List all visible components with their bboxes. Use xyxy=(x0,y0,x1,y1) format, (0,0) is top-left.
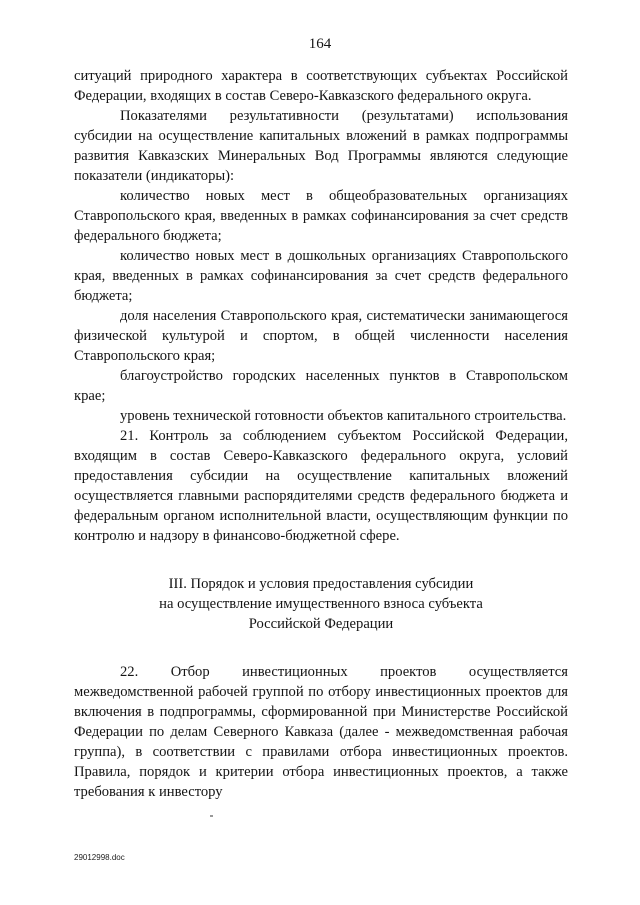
footer-filename: 29012998.doc xyxy=(74,853,125,862)
section-heading xyxy=(74,574,568,634)
section-heading-line-3: Российской Федерации xyxy=(248,616,394,632)
page-number: 164 xyxy=(308,36,332,52)
paragraph-continuation: ситуаций природного характера в соответствующих субъектах Российской Федерации, входящих в состав Северо-Кавказского федерального округа. xyxy=(74,68,568,104)
section-heading-line-2: на осуществление имущественного взноса субъекта xyxy=(159,596,483,612)
paragraph-22: 22. Отбор инвестиционных проектов осуществляется межведомственной рабочей группой по отбору инвестиционных проектов для включения в подпрограммы, сформированной при Министерстве Российской Федерации по делам Северного Кавказа (далее - межведомственная рабочая группа), в соответствии с правилами отбора инвестиционных проектов. Правила, порядок и критерии отбора инвестиционных проектов, а также требования к инвестору xyxy=(74,664,568,800)
paragraph-indicator-preschool-places: количество новых мест в дошкольных организациях Ставропольского края, введенных в рамках софинансирования за счет средств федерального бюджета; xyxy=(74,248,568,304)
section-heading-line-1: III. Порядок и условия предоставления субсидии xyxy=(168,576,474,592)
document-body xyxy=(74,66,568,802)
paragraph-indicator-sport: доля населения Ставропольского края, систематически занимающегося физической культурой и спортом, в общей численности населения Ставропольского края; xyxy=(74,308,568,364)
scan-mark xyxy=(210,815,213,817)
paragraph-indicator-readiness: уровень технической готовности объектов капитального строительства. xyxy=(120,408,567,424)
paragraph-indicators-intro: Показателями результативности (результатами) использования субсидии на осуществление капитальных вложений в рамках подпрограммы развития Кавказских Минеральных Вод Программы являются следующие показатели (индикаторы): xyxy=(74,108,568,184)
paragraph-indicator-improvement: благоустройство городских населенных пунктов в Ставропольском крае; xyxy=(74,368,568,404)
paragraph-indicator-school-places: количество новых мест в общеобразовательных организациях Ставропольского края, введенных в рамках софинансирования за счет средств федерального бюджета; xyxy=(74,188,568,244)
paragraph-21: 21. Контроль за соблюдением субъектом Российской Федерации, входящим в состав Северо-Кавказского федерального округа, условий предоставления субсидии на осуществление капитальных вложений осуществляется главными распорядителями средств федерального бюджета и федеральным органом исполнительной власти, осуществляющим функции по контролю и надзору в финансово-бюджетной сфере. xyxy=(74,428,568,544)
